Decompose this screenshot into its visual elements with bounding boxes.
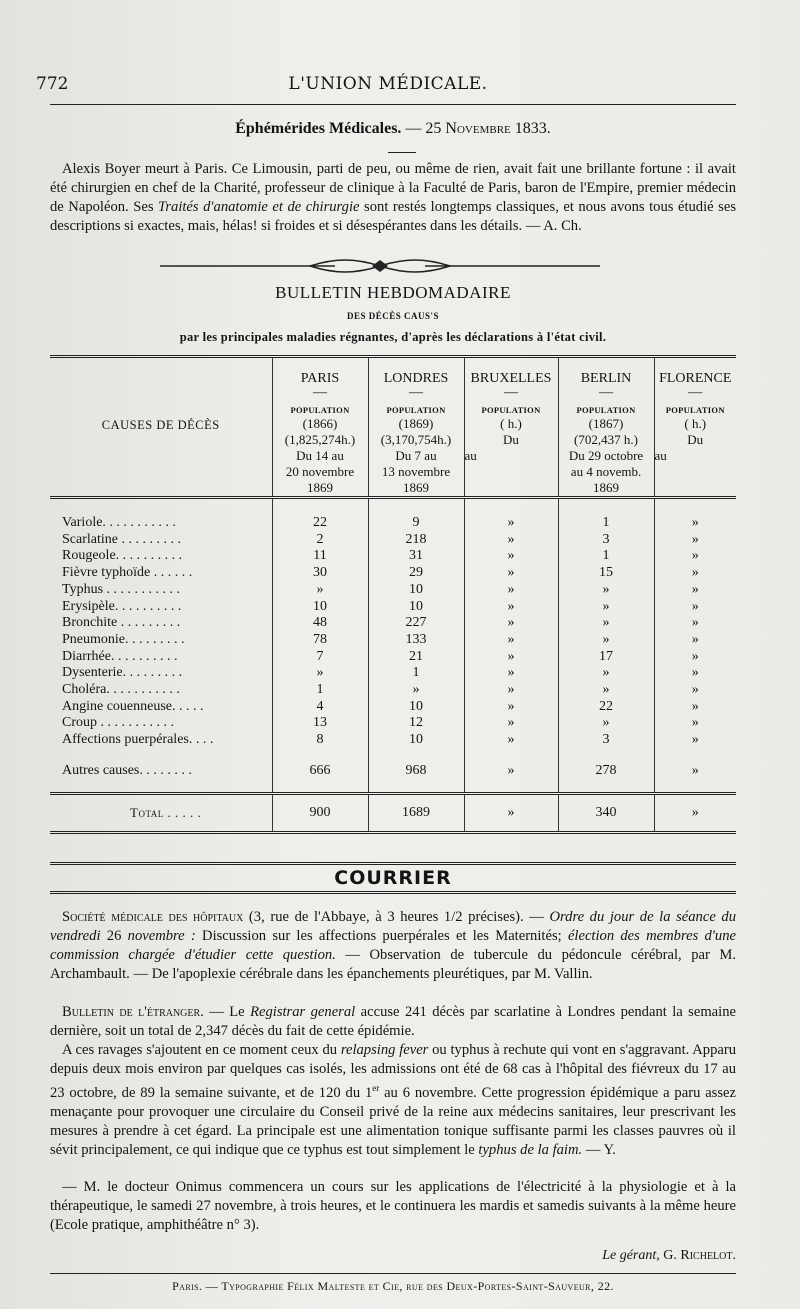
table-row-total <box>50 793 736 833</box>
cell-bruxelles: » <box>464 565 558 582</box>
text: A ces ravages s'ajoutent en ce moment ceux du <box>62 1042 341 1058</box>
dash: — <box>409 385 423 400</box>
cell-florence: » <box>654 665 736 682</box>
period-line-2: au <box>654 448 667 463</box>
cell-paris: 30 <box>272 565 368 582</box>
cause-name: Pneumonie. . . . . . . . . <box>62 631 185 647</box>
table-row <box>50 632 736 649</box>
cause-name: Dysenterie. . . . . . . . . <box>62 665 183 681</box>
cell-londres: 227 <box>368 615 464 632</box>
cell-bruxelles: » <box>464 498 558 532</box>
text: (3, rue de l'Abbaye, à 3 heures 1/2 précises). — <box>243 909 550 925</box>
cell-paris: 666 <box>272 749 368 793</box>
text-italic: novembre : <box>127 928 196 944</box>
paragraph-societe-medicale <box>50 908 736 984</box>
text: — Le <box>203 1004 251 1020</box>
period-line-1: Du <box>687 432 704 447</box>
population-label: POPULATION <box>576 405 636 415</box>
population-label: POPULATION <box>481 405 541 415</box>
bulletin-subtitle-2: par les principales maladies régnantes, d'après les déclarations à l'état civil. <box>179 330 607 344</box>
cell-bruxelles: » <box>464 649 558 666</box>
cell-florence: » <box>654 632 736 649</box>
cell-berlin: 17 <box>558 649 654 666</box>
text: — Observation de tubercule du pédoncule cérébral, par M. Archambault. — De l'apoplexie cérébrale dans les épanchements pleurétiques, par M. Vallin. <box>50 947 736 982</box>
cell-berlin: » <box>558 715 654 732</box>
total-londres: 1689 <box>368 793 464 833</box>
cell-florence: » <box>654 615 736 632</box>
population-label: POPULATION <box>665 405 725 415</box>
courrier-banner <box>50 862 736 894</box>
cell-londres: » <box>368 682 464 699</box>
society-name: Société médicale des hôpitaux <box>62 909 244 925</box>
period-line-3: 1869 <box>403 480 429 495</box>
cell-florence: » <box>654 582 736 599</box>
gerant-signature <box>602 1248 736 1264</box>
bulletin-subtitle-1: DES DÉCÈS CAUS'S <box>346 311 440 321</box>
cell-berlin: 3 <box>558 532 654 549</box>
text: 26 <box>100 928 128 944</box>
table-row <box>50 649 736 666</box>
ephemerides-text-italic: Traités d'anatomie et de chirurgie <box>158 199 360 215</box>
city-name: LONDRES <box>383 371 449 386</box>
period-line-1: Du 7 au <box>395 448 437 463</box>
cause-name: Diarrhée. . . . . . . . . . <box>62 648 178 664</box>
cell-florence: » <box>654 565 736 582</box>
total-berlin: 340 <box>558 793 654 833</box>
population-value: (1,825,274h.) <box>284 432 356 447</box>
cause-name: Rougeole. . . . . . . . . . <box>62 548 183 564</box>
cell-bruxelles: » <box>464 532 558 549</box>
census-year: (1866) <box>302 416 338 431</box>
cause-name: Fièvre typhoïde . . . . . . <box>62 565 193 581</box>
cell-paris: 78 <box>272 632 368 649</box>
cell-berlin: 22 <box>558 699 654 716</box>
page-number: 772 <box>36 74 69 94</box>
census-year: (1867) <box>588 416 624 431</box>
col-paris <box>272 357 368 498</box>
period-line-3: 1869 <box>307 480 333 495</box>
text: Discussion sur les affections puerpérales et les Maternités; <box>195 928 568 944</box>
deaths-table <box>50 355 736 834</box>
col-bruxelles <box>464 357 558 498</box>
cell-berlin: » <box>558 582 654 599</box>
ephemerides-date-month: Novembre <box>445 120 511 137</box>
dash: — <box>313 385 327 400</box>
table-header-row <box>50 357 736 498</box>
table-row <box>50 565 736 582</box>
cell-paris: » <box>272 665 368 682</box>
cause-name: Bronchite . . . . . . . . . <box>62 615 181 631</box>
population-value: ( h.) <box>500 416 522 431</box>
cell-florence: » <box>654 715 736 732</box>
cell-londres: 10 <box>368 699 464 716</box>
cell-berlin: » <box>558 599 654 616</box>
cell-florence: » <box>654 498 736 532</box>
cell-londres: 968 <box>368 749 464 793</box>
cell-paris: 2 <box>272 532 368 549</box>
cell-paris: 8 <box>272 732 368 749</box>
header-rule <box>50 104 736 105</box>
cell-paris: 10 <box>272 599 368 616</box>
cause-name: Choléra. . . . . . . . . . . <box>62 682 180 698</box>
cell-londres: 133 <box>368 632 464 649</box>
ornament-divider <box>160 258 600 274</box>
cell-londres: 9 <box>368 498 464 532</box>
cell-florence: » <box>654 548 736 565</box>
paragraph-bulletin-etranger <box>50 1003 736 1041</box>
dash: — <box>504 385 518 400</box>
cell-londres: 10 <box>368 599 464 616</box>
cell-bruxelles: » <box>464 632 558 649</box>
ephemerides-date-year: 1833. <box>514 120 551 137</box>
text: accuse 241 décès par scarlatine à Londres pendant la semaine dernière, soit un total de 2,347 décès du fait de cette épidémie. <box>50 1004 736 1039</box>
total-label: Total . . . . . <box>130 804 202 820</box>
cell-londres: 21 <box>368 649 464 666</box>
period-line-2: 13 novembre <box>381 464 451 479</box>
cell-londres: 10 <box>368 732 464 749</box>
cause-name: Angine couenneuse. . . . . <box>62 698 204 714</box>
period-line-1: Du 14 au <box>296 448 344 463</box>
city-name: BERLIN <box>580 371 632 386</box>
cell-berlin: » <box>558 632 654 649</box>
cell-florence: » <box>654 682 736 699</box>
period-line-1: Du 29 octobre <box>568 448 644 463</box>
cell-londres: 1 <box>368 665 464 682</box>
census-year: (1869) <box>398 416 434 431</box>
col-berlin <box>558 357 654 498</box>
ephemerides-heading: Éphémérides Médicales. <box>235 120 402 137</box>
cell-bruxelles: » <box>464 732 558 749</box>
text-italic: typhus de la faim. <box>478 1141 583 1158</box>
col-florence <box>654 357 736 498</box>
cell-londres: 10 <box>368 582 464 599</box>
cell-berlin: 1 <box>558 498 654 532</box>
cell-londres: 29 <box>368 565 464 582</box>
cell-bruxelles: » <box>464 615 558 632</box>
text: ou typhus à rechute qui vont en s'aggravant. Apparu depuis deux mois environ par quelques cas isolés, les admissions ont été de 68 cas à l'hôpital des fiévreux du 17 au 23 octobre, de 89 la semaine suivante, et de 120 du 1 <box>50 1042 737 1101</box>
cell-florence: » <box>654 532 736 549</box>
total-bruxelles: » <box>464 793 558 833</box>
population-label: POPULATION <box>386 405 446 415</box>
cell-bruxelles: » <box>464 749 558 793</box>
table-row <box>50 665 736 682</box>
cause-name: Variole. . . . . . . . . . . <box>62 515 176 530</box>
cell-florence: » <box>654 749 736 793</box>
cell-bruxelles: » <box>464 665 558 682</box>
cause-name: Autres causes. . . . . . . . <box>62 762 192 778</box>
text-italic: élection des membres d'une commission chargée d'étudier cette question. <box>50 928 736 963</box>
ephemerides-separator <box>388 152 416 153</box>
cell-bruxelles: » <box>464 715 558 732</box>
period-line-1: Du <box>503 432 519 447</box>
cell-paris: 7 <box>272 649 368 666</box>
cell-berlin: 1 <box>558 548 654 565</box>
footer-rule <box>50 1273 736 1274</box>
cell-paris: 13 <box>272 715 368 732</box>
cell-londres: 12 <box>368 715 464 732</box>
gerant-name: G. Richelot. <box>663 1248 736 1263</box>
table-row <box>50 699 736 716</box>
cell-berlin: 3 <box>558 732 654 749</box>
period-line-2: 20 novembre <box>285 464 355 479</box>
table-row <box>50 548 736 565</box>
cause-name: Affections puerpérales. . . . <box>62 732 214 748</box>
cell-bruxelles: » <box>464 682 558 699</box>
ephemerides-title <box>50 120 736 138</box>
section-label: Bulletin de l'étranger. <box>62 1004 204 1020</box>
text: au 6 novembre. Cette progression épidémique a paru assez menaçante pour provoquer une circulaire du Conseil privé de la reine aux médecins sanitaires, leur prescrivant les mesures à prendre à cet égard. La principale est une alimentation tonique suffisante parmi les classes pauvres où il sévit principalement, ce qui indique que ce typhus est tout simplement le <box>50 1084 736 1158</box>
table-row <box>50 498 736 532</box>
bulletin-title: BULLETIN HEBDOMADAIRE <box>275 283 511 302</box>
cell-paris: » <box>272 582 368 599</box>
text: — Y. <box>582 1141 616 1158</box>
cell-florence: » <box>654 599 736 616</box>
table-row <box>50 715 736 732</box>
total-florence: » <box>654 793 736 833</box>
cell-berlin: 15 <box>558 565 654 582</box>
table-row <box>50 599 736 616</box>
cell-paris: 48 <box>272 615 368 632</box>
running-header <box>36 74 740 96</box>
cell-bruxelles: » <box>464 582 558 599</box>
superscript: er <box>372 1083 380 1093</box>
text-italic: Registrar general <box>250 1004 356 1020</box>
ephemerides-text-1: Alexis Boyer meurt à Paris. Ce Limousin, parti de peu, ou même de rien, avait fait une brillante fortune : il avait été chirurgien en chef de la Charité, professeur de clinique à la Faculté de Paris, baron de l'Empire, premier médecin de Napoléon. Ses <box>50 161 736 215</box>
cell-berlin: 278 <box>558 749 654 793</box>
printer-imprint: Paris. — Typographie Félix Malteste et Cie, rue des Deux-Portes-Saint-Sauveur, 22. <box>172 1279 614 1293</box>
population-value: ( h.) <box>684 416 707 431</box>
city-name: FLORENCE <box>659 371 732 386</box>
text-italic: Ordre du jour de la séance du vendredi <box>50 909 736 944</box>
table-row <box>50 582 736 599</box>
cell-bruxelles: » <box>464 548 558 565</box>
population-value: (702,437 h.) <box>574 432 638 447</box>
table-row <box>50 682 736 699</box>
table-row <box>50 615 736 632</box>
cell-berlin: » <box>558 682 654 699</box>
cell-paris: 4 <box>272 699 368 716</box>
table-row <box>50 732 736 749</box>
cell-florence: » <box>654 732 736 749</box>
table-row <box>50 532 736 549</box>
cell-paris: 11 <box>272 548 368 565</box>
city-name: BRUXELLES <box>470 371 552 386</box>
period-line-2: au <box>464 448 477 463</box>
cell-paris: 22 <box>272 498 368 532</box>
causes-header: CAUSES DE DÉCÈS <box>101 418 220 432</box>
cell-berlin: » <box>558 665 654 682</box>
gerant-label: Le gérant, <box>602 1248 660 1263</box>
cause-name: Scarlatine . . . . . . . . . <box>62 531 181 547</box>
text-italic: relapsing fever <box>340 1042 429 1058</box>
ephemerides-body <box>50 160 736 236</box>
cell-paris: 1 <box>272 682 368 699</box>
dash: — <box>599 385 613 400</box>
period-line-3: 1869 <box>593 480 619 495</box>
city-name: PARIS <box>300 371 340 386</box>
ephemerides-text-2: sont restés longtemps classiques, et nous avons tous étudié ses descriptions si exactes, mais, hélas! si froides et si désespérantes dans les détails. — A. Ch. <box>50 199 736 234</box>
population-label: POPULATION <box>290 405 350 415</box>
cell-bruxelles: » <box>464 599 558 616</box>
population-value: (3,170,754h.) <box>380 432 452 447</box>
courrier-title: COURRIER <box>334 867 452 889</box>
ephemerides-date-day: — 25 <box>405 120 442 137</box>
paragraph-onimus: — M. le docteur Onimus commencera un cours sur les applications de l'électricité à la physiologie et à la thérapeutique, le samedi 27 novembre, à trois heures, et le continuera les mardis et samedis suivants à la même heure (Ecole pratique, amphithéâtre n° 3). <box>50 1179 736 1233</box>
cell-florence: » <box>654 699 736 716</box>
cell-berlin: » <box>558 615 654 632</box>
cell-londres: 218 <box>368 532 464 549</box>
journal-title: L'UNION MÉDICALE. <box>288 74 488 94</box>
dash: — <box>688 385 703 400</box>
table-body <box>50 498 736 749</box>
col-londres <box>368 357 464 498</box>
paragraph-relapsing-fever <box>50 1041 736 1160</box>
table-row-other-causes <box>50 749 736 793</box>
cell-florence: » <box>654 649 736 666</box>
cause-name: Erysipèle. . . . . . . . . . <box>62 598 182 614</box>
total-paris: 900 <box>272 793 368 833</box>
cause-name: Typhus . . . . . . . . . . . <box>62 581 181 597</box>
cell-bruxelles: » <box>464 699 558 716</box>
cell-londres: 31 <box>368 548 464 565</box>
period-line-2: au 4 novemb. <box>570 464 642 479</box>
cause-name: Croup . . . . . . . . . . . <box>62 715 174 731</box>
